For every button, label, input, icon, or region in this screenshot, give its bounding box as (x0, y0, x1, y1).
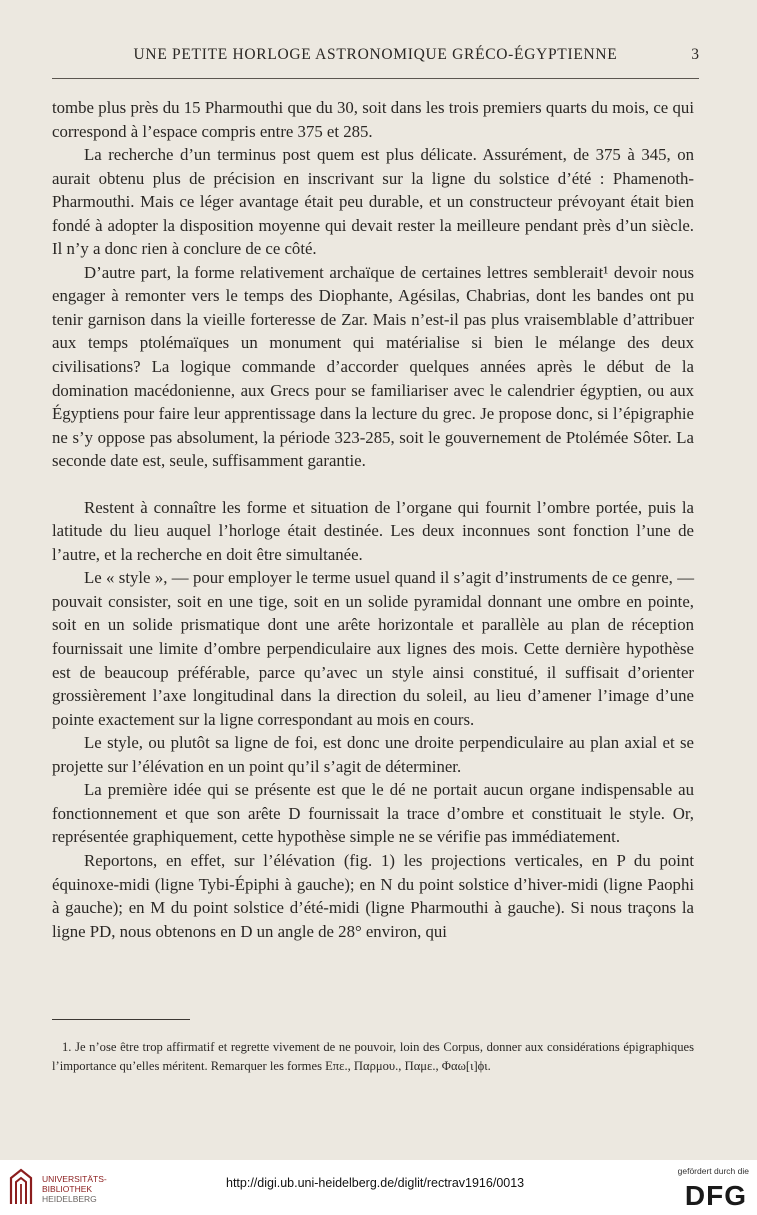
footnote-rule (52, 1019, 190, 1020)
paragraph-4: Restent à connaître les forme et situation de l’organe qui fournit l’ombre portée, puis la latitude du lieu auquel l’horloge était destinée. Les deux inconnues sont fonction l’une de l’autre, et la recherche en doit être simultanée. (52, 497, 694, 564)
body-text (52, 96, 694, 943)
paragraph-5: Le « style », — pour employer le terme usuel quand il s’agit d’instruments de ce genre, — pouvait consister, soit en une tige, soit en un solide pyramidal donnant une ombre en pointe, soit en un solide prismatique dont une arête horizontale et parallèle au plan de réception fournissait une limite d’ombre perpendiculaire aux lignes des mois. Cette dernière hypothèse est de beaucoup préférable, parce qu’avec un style ainsi constitué, il suffisait d’orienter grossièrement l’axe longitudinal dans la direction du soleil, au lieu d’amener l’image d’une pointe exactement sur la ligne correspondant au mois en cours. (52, 568, 694, 729)
university-library-logo-icon (8, 1168, 34, 1206)
paragraph-6: Le style, ou plutôt sa ligne de foi, est donc une droite perpendiculaire au plan axial et se projette sur l’élévation en un point qu’il s’agit de déterminer. (52, 733, 694, 776)
paragraph-7: La première idée qui se présente est que le dé ne portait aucun organe indispensable au fonctionnement et que son arête D fournissait la trace d’ombre et constituait le style. Or, représentée graphiquement, cette hypothèse simple ne se vérifie pas immédiatement. (52, 780, 694, 847)
paragraph-3: D’autre part, la forme relativement archaïque de certaines lettres semblerait¹ devoir nous engager à remonter vers le temps des Diophante, Agésilas, Chabrias, dont les bandes ont pu tenir garnison dans la vieille forteresse de Zar. Mais n’est-il pas plus vraisemblable d’attribuer aux temps ptolémaïques un monument qui matérialise si bien le mélange des deux civilisations? La logique commande d’accorder quelques années après le début de la domination macédonienne, aux Grecs pour se familiariser avec le calendrier égyptien, ou aux Égyptiens pour faire leur apprentissage dans la lecture du grec. Je propose donc, si l’épigraphie ne s’y oppose pas absolument, la période 323-285, soit le gouvernement de Ptolémée Sôter. La seconde date est, seule, suffisamment garantie. (52, 262, 694, 471)
footnote: 1. Je n’ose être trop affirmatif et regrette vivement de ne pouvoir, loin des Corpus, donner aux considérations épigraphiques l’importance qu’elles méritent. Remarquer les formes Επε., Παρμου., Παμε., Φαω[ι]ϕι. (52, 1040, 694, 1073)
library-name: UNIVERSITÄTS- BIBLIOTHEK HEIDELBERG (42, 1174, 107, 1204)
digitization-footer (0, 1160, 757, 1215)
running-title: UNE PETITE HORLOGE ASTRONOMIQUE GRÉCO-ÉGYPTIENNE (133, 46, 618, 63)
paragraph-8: Reportons, en effet, sur l’élévation (fig. 1) les projections verticales, en P du point équinoxe-midi (ligne Tybi-Épiphi à gauche); en N du point solstice d’hiver-midi (ligne Paophi à gauche); en M du point solstice d’été-midi (ligne Pharmouthi à gauche). Si nous traçons la ligne PD, nous obtenons en D un angle de 28° environ, qui (52, 850, 694, 941)
funded-by-text: gefördert durch die (677, 1166, 749, 1176)
running-header (52, 38, 699, 79)
paragraph-1: tombe plus près du 15 Pharmouthi que du 30, soit dans les trois premiers quarts du mois, ce qui correspond à l’espace compris entre 375 et 285. (52, 98, 694, 141)
permalink-url[interactable]: http://digi.ub.uni-heidelberg.de/diglit/rectrav1916/0013 (226, 1176, 525, 1190)
dfg-logo: DFG (684, 1180, 747, 1211)
paragraph-2: La recherche d’un terminus post quem est plus délicate. Assurément, de 375 à 345, on aurait obtenu plus de précision en inscrivant sur la ligne du solstice d’été : Phamenoth-Pharmouthi. Mais ce léger avantage était peu durable, et un constructeur prévoyant était bien fondé à adopter la disposition moyenne qui devait rester la meilleure pendant près d’un siècle. Il n’y a donc rien à conclure de ce côté. (52, 145, 694, 259)
page-number: 3 (691, 46, 699, 63)
